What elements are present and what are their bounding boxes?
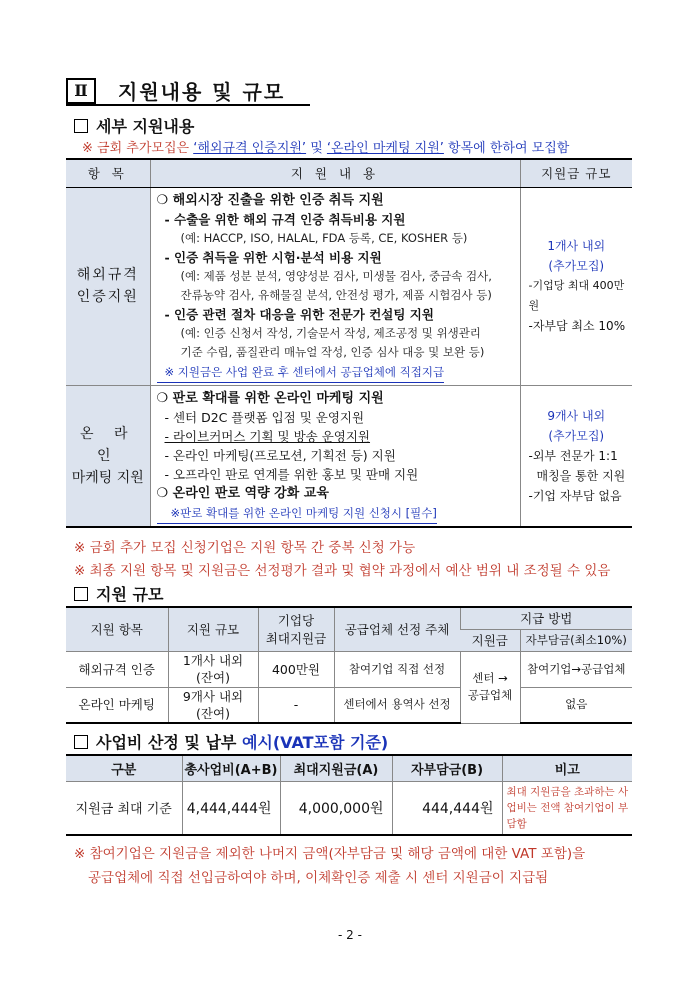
- scale-cell: 9개사 내외 (추가모집) -외부 전문가 1:1 매칭을 통한 지원 -기업 자부담 없음: [520, 385, 632, 527]
- table-row: 온라인 마케팅 9개사 내외 (잔여) - 센터에서 용역사 선정 없음: [66, 687, 632, 723]
- table-header: 공급업체 선정 주체: [334, 607, 460, 651]
- table-row: [66, 385, 632, 527]
- note-duplicate: ※ 금회 추가 모집 신청기업은 지원 항목 간 중복 신청 가능: [74, 540, 416, 556]
- scale-cell: 1개사 내외 (추가모집) -기업당 최대 400만원 -자부담 최소 10%: [520, 187, 632, 385]
- content-cell: ❍ 해외시장 진출을 위한 인증 취득 지원 - 수출을 위한 해외 규격 인증 취득비용 지원 (예: HACCP, ISO, HALAL, FDA 등록, CE, KOSHER 등) - 인증 취득을 위한 시험·분석 비용 지원 (예: 제품 성분 분석, 영양성분 검사, 미생물 검사, 중금속 검사, 잔류농약 검사, 유해물질 분석, 안전성 평가, 제품 시험검사 등) - 인증 관련 절차 대응을 위한 전문가 컨설팅 지원 (예: 인증 신청서 작성, 기술문서 작성, 제조공정 및 위생관리 기준 수립, 품질관리 매뉴얼 작성, 인증 심사 대응 및 보완 등) ※ 지원금은 사업 완료 후 센터에서 공급업체에 직접지급: [150, 187, 520, 385]
- table-header: 자부담금(B): [392, 755, 502, 781]
- table-header: 지원 규모: [168, 607, 258, 651]
- table-header: 비고: [502, 755, 632, 781]
- page-number: - 2 -: [338, 928, 362, 942]
- scale-heading: 지원 규모: [74, 582, 163, 605]
- section-underline: [66, 104, 310, 106]
- table-header: 구분: [66, 755, 182, 781]
- checkbox-square-icon: [74, 119, 88, 133]
- table-header: 최대지원금(A): [280, 755, 392, 781]
- checkbox-square-icon: [74, 587, 88, 601]
- section-header: [66, 76, 285, 105]
- table-row: [66, 187, 632, 385]
- table-header: 지원 항목: [66, 607, 168, 651]
- table-header: 기업당 최대지원금: [258, 607, 334, 651]
- budget-heading: 사업비 산정 및 납부 예시(VAT포함 기준): [74, 730, 388, 753]
- table-header: 지원금: [460, 629, 520, 651]
- category-cell: 해외규격 인증지원: [66, 187, 150, 385]
- table-header: 항 목: [66, 159, 150, 187]
- detail-note: ※ 금회 추가모집은 ‘해외규격 인증지원’ 및 ‘온라인 마케팅 지원’ 항목에 한하여 모집함: [82, 141, 570, 156]
- checkbox-square-icon: [74, 735, 88, 749]
- table-header: 지 원 내 용: [150, 159, 520, 187]
- support-scale-table: [66, 606, 632, 724]
- detail-heading: 세부 지원내용: [74, 114, 194, 137]
- content-cell: ❍ 판로 확대를 위한 온라인 마케팅 지원 - 센터 D2C 플랫폼 입점 및 운영지원 - 라이브커머스 기획 및 방송 운영지원 - 온라인 마케팅(프로모션, 기획전 등) 지원 - 오프라인 판로 연계를 위한 홍보 및 판매 지원 ❍ 온라인 판로 역량 강화 교육 ※판로 확대를 위한 온라인 마케팅 지원 신청시 [필수]: [150, 385, 520, 527]
- table-header: 지급 방법: [460, 607, 632, 629]
- table-header: 지원금 규모: [520, 159, 632, 187]
- table-header: 총사업비(A+B): [182, 755, 280, 781]
- note-adjust: ※ 최종 지원 항목 및 지원금은 선정평가 결과 및 협약 과정에서 예산 범위 내 조정될 수 있음: [74, 563, 611, 579]
- section-number: Ⅱ: [66, 78, 96, 104]
- table-row: 지원금 최대 기준 4,444,444원 4,000,000원 444,444원 최대 지원금을 초과하는 사업비는 전액 참여기업이 부담함: [66, 781, 632, 835]
- pay-support-cell: 센터 → 공급업체: [460, 651, 520, 723]
- table-header: 자부담금(최소10%): [520, 629, 632, 651]
- budget-table: [66, 754, 632, 836]
- support-content-table: [66, 158, 632, 528]
- budget-note: ※ 참여기업은 지원금을 제외한 나머지 금액(자부담금 및 해당 금액에 대한 VAT 포함)을 공급업체에 직접 선입금하여야 하며, 이체확인증 제출 시 센터 지원금이 지급됨: [74, 846, 586, 886]
- category-cell: 온 라 인 마케팅 지원: [66, 385, 150, 527]
- table-row: 해외규격 인증 1개사 내외 (잔여) 400만원 참여기업 직접 선정 센터 → 공급업체 참여기업→공급업체: [66, 651, 632, 687]
- section-title: 지원내용 및 규모: [118, 80, 286, 104]
